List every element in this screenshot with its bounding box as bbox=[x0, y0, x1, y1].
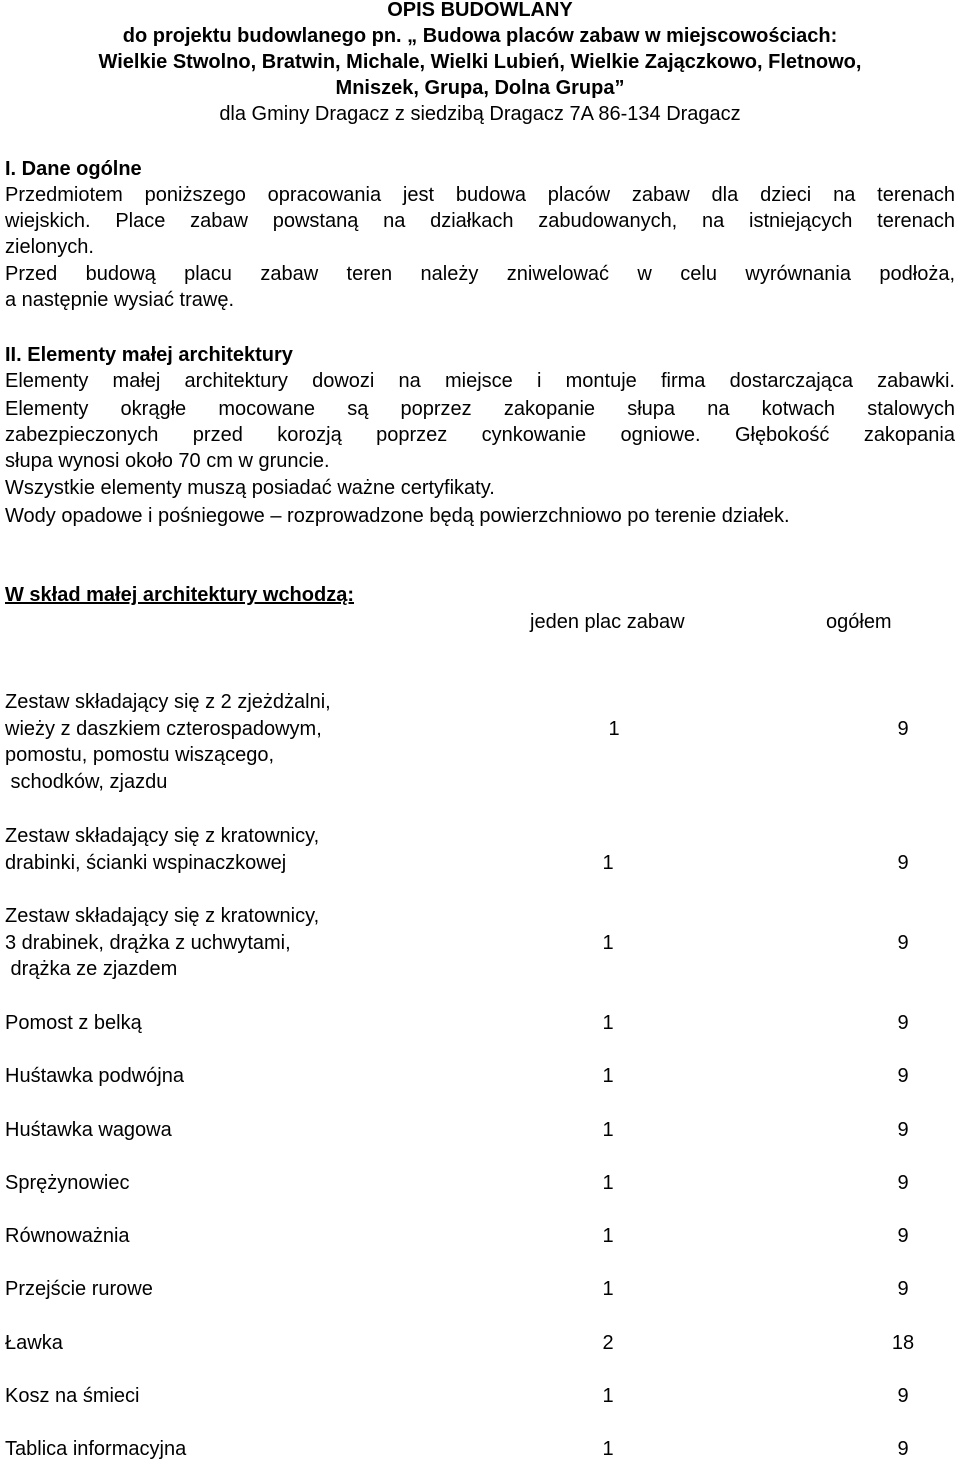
item-qty-one: 1 bbox=[602, 1278, 614, 1300]
project-line-1: do projektu budowlanego pn. „ Budowa placów zabaw w miejscowościach: bbox=[122, 25, 838, 47]
section1-heading: I. Dane ogólne bbox=[5, 158, 142, 180]
item-qty-total: 9 bbox=[897, 932, 909, 954]
item-qty-one: 1 bbox=[602, 1065, 614, 1087]
document-title: OPIS BUDOWLANY bbox=[387, 0, 573, 21]
project-line-3: Mniszek, Grupa, Dolna Grupa” bbox=[335, 77, 625, 99]
list-item bbox=[5, 823, 319, 876]
item-qty-one: 1 bbox=[602, 1119, 614, 1141]
column-header-one: jeden plac zabaw bbox=[530, 611, 685, 633]
section2-line-2: zabezpieczonych przed korozją poprzez cynkowanie ogniowe. Głębokość zakopania bbox=[5, 424, 955, 446]
section1-line-0: Przedmiotem poniższego opracowania jest budowa placów zabaw dla dzieci na terenach bbox=[5, 184, 955, 206]
section1-line-3: Przed budową placu zabaw teren należy zniwelować w celu wyrównania podłoża, bbox=[5, 263, 955, 285]
item-qty-total: 9 bbox=[897, 852, 909, 874]
item-qty-one: 1 bbox=[608, 718, 620, 740]
list-item: Tablica informacyjna bbox=[5, 1438, 187, 1460]
item-qty-one: 1 bbox=[602, 1172, 614, 1194]
item-label-line: Zestaw składający się z kratownicy, bbox=[5, 825, 320, 847]
item-qty-total: 9 bbox=[897, 1012, 909, 1034]
column-header-total: ogółem bbox=[826, 611, 892, 633]
section1-line-1: wiejskich. Place zabaw powstaną na działkach zabudowanych, na istniejących terenach bbox=[5, 210, 955, 232]
project-line-4: dla Gminy Dragacz z siedzibą Dragacz 7A 86-134 Dragacz bbox=[219, 103, 741, 125]
list-item: Huśtawka podwójna bbox=[5, 1065, 184, 1087]
item-label-line: pomostu, pomostu wiszącego, bbox=[5, 744, 275, 766]
item-label-line: wieży z daszkiem czterospadowym, bbox=[5, 717, 322, 740]
item-qty-total: 9 bbox=[897, 1172, 909, 1194]
item-qty-one: 1 bbox=[602, 852, 614, 874]
item-qty-total: 18 bbox=[891, 1332, 915, 1354]
item-label-line: 3 drabinek, drążka z uchwytami, bbox=[5, 931, 291, 954]
list-item: Przejście rurowe bbox=[5, 1278, 153, 1300]
section2-line-3: słupa wynosi około 70 cm w gruncie. bbox=[5, 450, 330, 472]
item-qty-total: 9 bbox=[897, 1385, 909, 1407]
item-qty-one: 1 bbox=[602, 1385, 614, 1407]
item-qty-one: 1 bbox=[602, 932, 614, 954]
item-qty-one: 1 bbox=[602, 1012, 614, 1034]
list-item: Równoważnia bbox=[5, 1225, 130, 1247]
item-qty-total: 9 bbox=[897, 1119, 909, 1141]
section2-line-0: Elementy małej architektury dowozi na miejsce i montuje firma dostarczająca zabawki. bbox=[5, 370, 955, 392]
section1-line-4: a następnie wysiać trawę. bbox=[5, 289, 235, 311]
item-qty-one: 1 bbox=[602, 1225, 614, 1247]
item-label-line: schodków, zjazdu bbox=[5, 770, 168, 793]
section2-line-5: Wody opadowe i pośniegowe – rozprowadzone będą powierzchniowo po terenie działek. bbox=[5, 505, 790, 527]
item-qty-total: 9 bbox=[897, 1225, 909, 1247]
list-item: Pomost z belką bbox=[5, 1012, 142, 1034]
item-qty-total: 9 bbox=[897, 1278, 909, 1300]
item-label-line: drabinki, ścianki wspinaczkowej bbox=[5, 851, 287, 874]
project-line-2: Wielkie Stwolno, Bratwin, Michale, Wielki Lubień, Wielkie Zajączkowo, Fletnowo, bbox=[98, 51, 862, 73]
list-item: Kosz na śmieci bbox=[5, 1385, 140, 1407]
section2-line-1: Elementy okrągłe mocowane są poprzez zakopanie słupa na kotwach stalowych bbox=[5, 398, 955, 420]
list-item bbox=[5, 903, 319, 983]
item-qty-total: 9 bbox=[897, 1438, 909, 1460]
list-item: Ławka bbox=[5, 1332, 63, 1354]
item-qty-total: 9 bbox=[897, 718, 909, 740]
section1-line-2: zielonych. bbox=[5, 236, 94, 258]
item-label-line: drążka ze zjazdem bbox=[5, 958, 178, 980]
item-label-line: Zestaw składający się z 2 zjeżdżalni, bbox=[5, 691, 331, 713]
section2-heading: II. Elementy małej architektury bbox=[5, 344, 293, 366]
list-item bbox=[5, 689, 331, 795]
item-qty-one: 1 bbox=[602, 1438, 614, 1460]
section2-line-4: Wszystkie elementy muszą posiadać ważne certyfikaty. bbox=[5, 477, 495, 499]
list-item: Huśtawka wagowa bbox=[5, 1119, 172, 1141]
item-label-line: Zestaw składający się z kratownicy, bbox=[5, 905, 320, 927]
list-item: Sprężynowiec bbox=[5, 1172, 130, 1194]
table-heading: W skład małej architektury wchodzą: bbox=[5, 584, 354, 606]
item-qty-total: 9 bbox=[897, 1065, 909, 1087]
item-qty-one: 2 bbox=[602, 1332, 614, 1354]
